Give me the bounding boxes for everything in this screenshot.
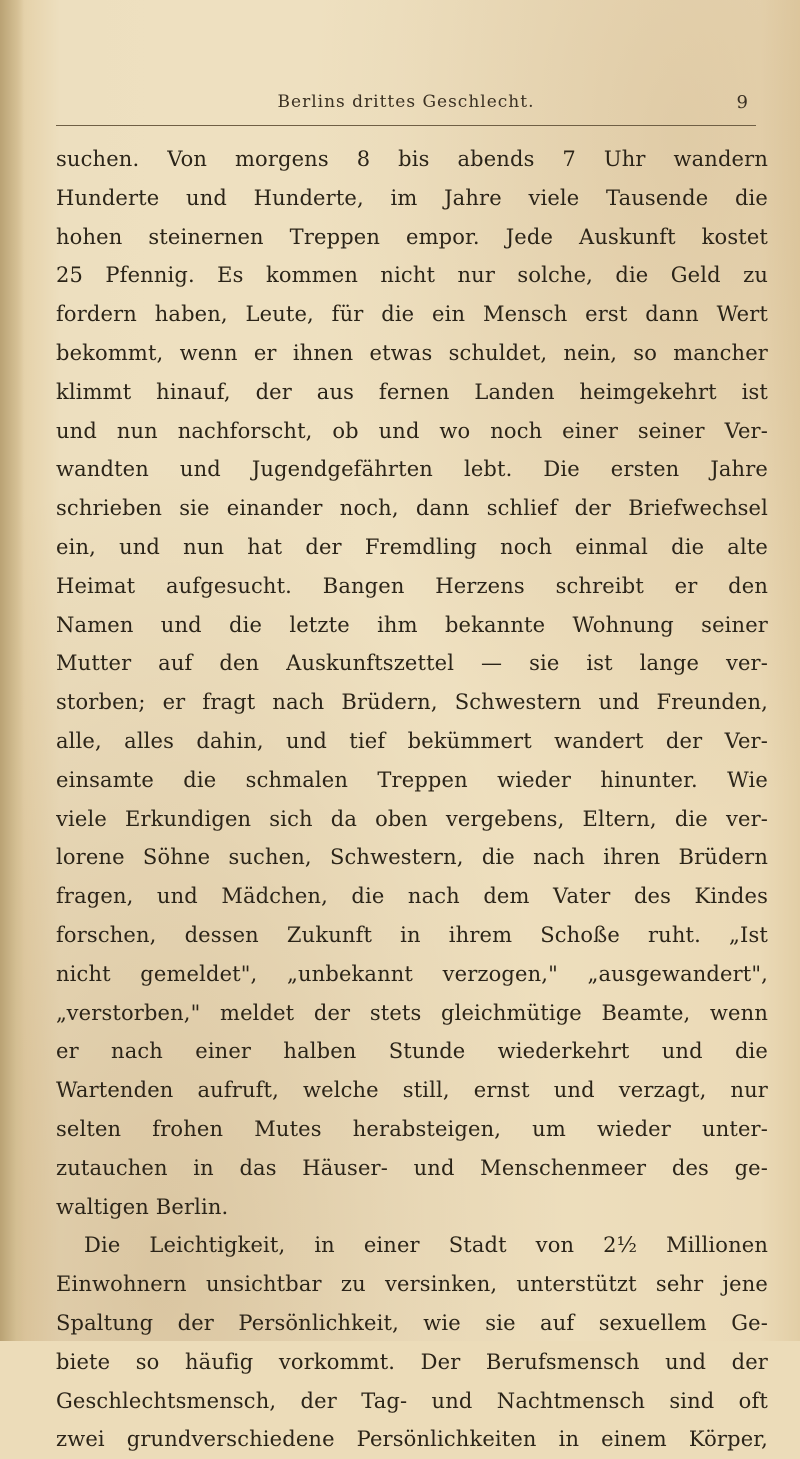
text-line: Mutter auf den Auskunftszettel — sie ist lange ver- [56, 651, 768, 676]
page-number: 9 [736, 92, 748, 113]
text-line: bekommt, wenn er ihnen etwas schuldet, nein, so mancher [56, 340, 768, 365]
paragraph-end-line: waltigen Berlin. [56, 1194, 229, 1219]
text-line: Geschlechtsmensch, der Tag- und Nachtmensch sind oft [56, 1388, 768, 1413]
text-line: fragen, und Mädchen, die nach dem Vater des Kindes [56, 884, 768, 909]
text-line: 25 Pfennig. Es kommen nicht nur solche, die Geld zu [56, 263, 768, 288]
text-line: er nach einer halben Stunde wiederkehrt und die [56, 1039, 768, 1064]
paragraph-start-line: Die Leichtigkeit, in einer Stadt von 2½ Millionen [84, 1233, 768, 1258]
text-line: zwei grundverschiedene Persönlichkeiten in einem Körper, [56, 1427, 768, 1452]
text-line: alle, alles dahin, und tief bekümmert wandert der Ver- [56, 728, 768, 753]
header-rule [56, 125, 756, 126]
running-head [56, 88, 756, 128]
body-text [56, 140, 768, 1459]
text-line: zutauchen in das Häuser- und Menschenmeer des ge- [56, 1155, 768, 1180]
text-line: hohen steinernen Treppen empor. Jede Auskunft kostet [56, 224, 768, 249]
text-line: lorene Söhne suchen, Schwestern, die nach ihren Brüdern [56, 845, 768, 870]
text-line: viele Erkundigen sich da oben vergebens, Eltern, die ver- [56, 806, 768, 831]
text-line: Einwohnern unsichtbar zu versinken, unterstützt sehr jene [56, 1272, 768, 1297]
text-line: Spaltung der Persönlichkeit, wie sie auf sexuellem Ge- [56, 1310, 768, 1335]
text-line: und nun nachforscht, ob und wo noch einer seiner Ver- [56, 418, 768, 443]
text-line: fordern haben, Leute, für die ein Mensch erst dann Wert [56, 302, 768, 327]
text-line: nicht gemeldet", „unbekannt verzogen," „ausgewandert", [56, 961, 768, 986]
text-line: ein, und nun hat der Fremdling noch einmal die alte [56, 534, 768, 559]
running-title: Berlins drittes Geschlecht. [277, 92, 535, 112]
text-line: klimmt hinauf, der aus fernen Landen heimgekehrt ist [56, 379, 768, 404]
text-line: selten frohen Mutes herabsteigen, um wieder unter- [56, 1116, 768, 1141]
text-line: storben; er fragt nach Brüdern, Schwestern und Freunden, [56, 690, 768, 715]
text-line: biete so häufig vorkommt. Der Berufsmensch und der [56, 1349, 768, 1374]
text-line: Wartenden aufruft, welche still, ernst und verzagt, nur [56, 1078, 768, 1103]
text-line: forschen, dessen Zukunft in ihrem Schoße ruht. „Ist [56, 922, 768, 947]
text-line: Namen und die letzte ihm bekannte Wohnung seiner [56, 612, 768, 637]
text-line: schrieben sie einander noch, dann schlief der Briefwechsel [56, 496, 768, 521]
text-line: „verstorben," meldet der stets gleichmütige Beamte, wenn [56, 1000, 768, 1025]
page-gutter-shadow [0, 0, 24, 1341]
text-line: Heimat aufgesucht. Bangen Herzens schreibt er den [56, 573, 768, 598]
text-line: einsamte die schmalen Treppen wieder hinunter. Wie [56, 767, 768, 792]
text-line: suchen. Von morgens 8 bis abends 7 Uhr wandern [56, 147, 768, 171]
text-line: Hunderte und Hunderte, im Jahre viele Tausende die [56, 185, 768, 210]
text-line: wandten und Jugendgefährten lebt. Die ersten Jahre [56, 457, 768, 482]
